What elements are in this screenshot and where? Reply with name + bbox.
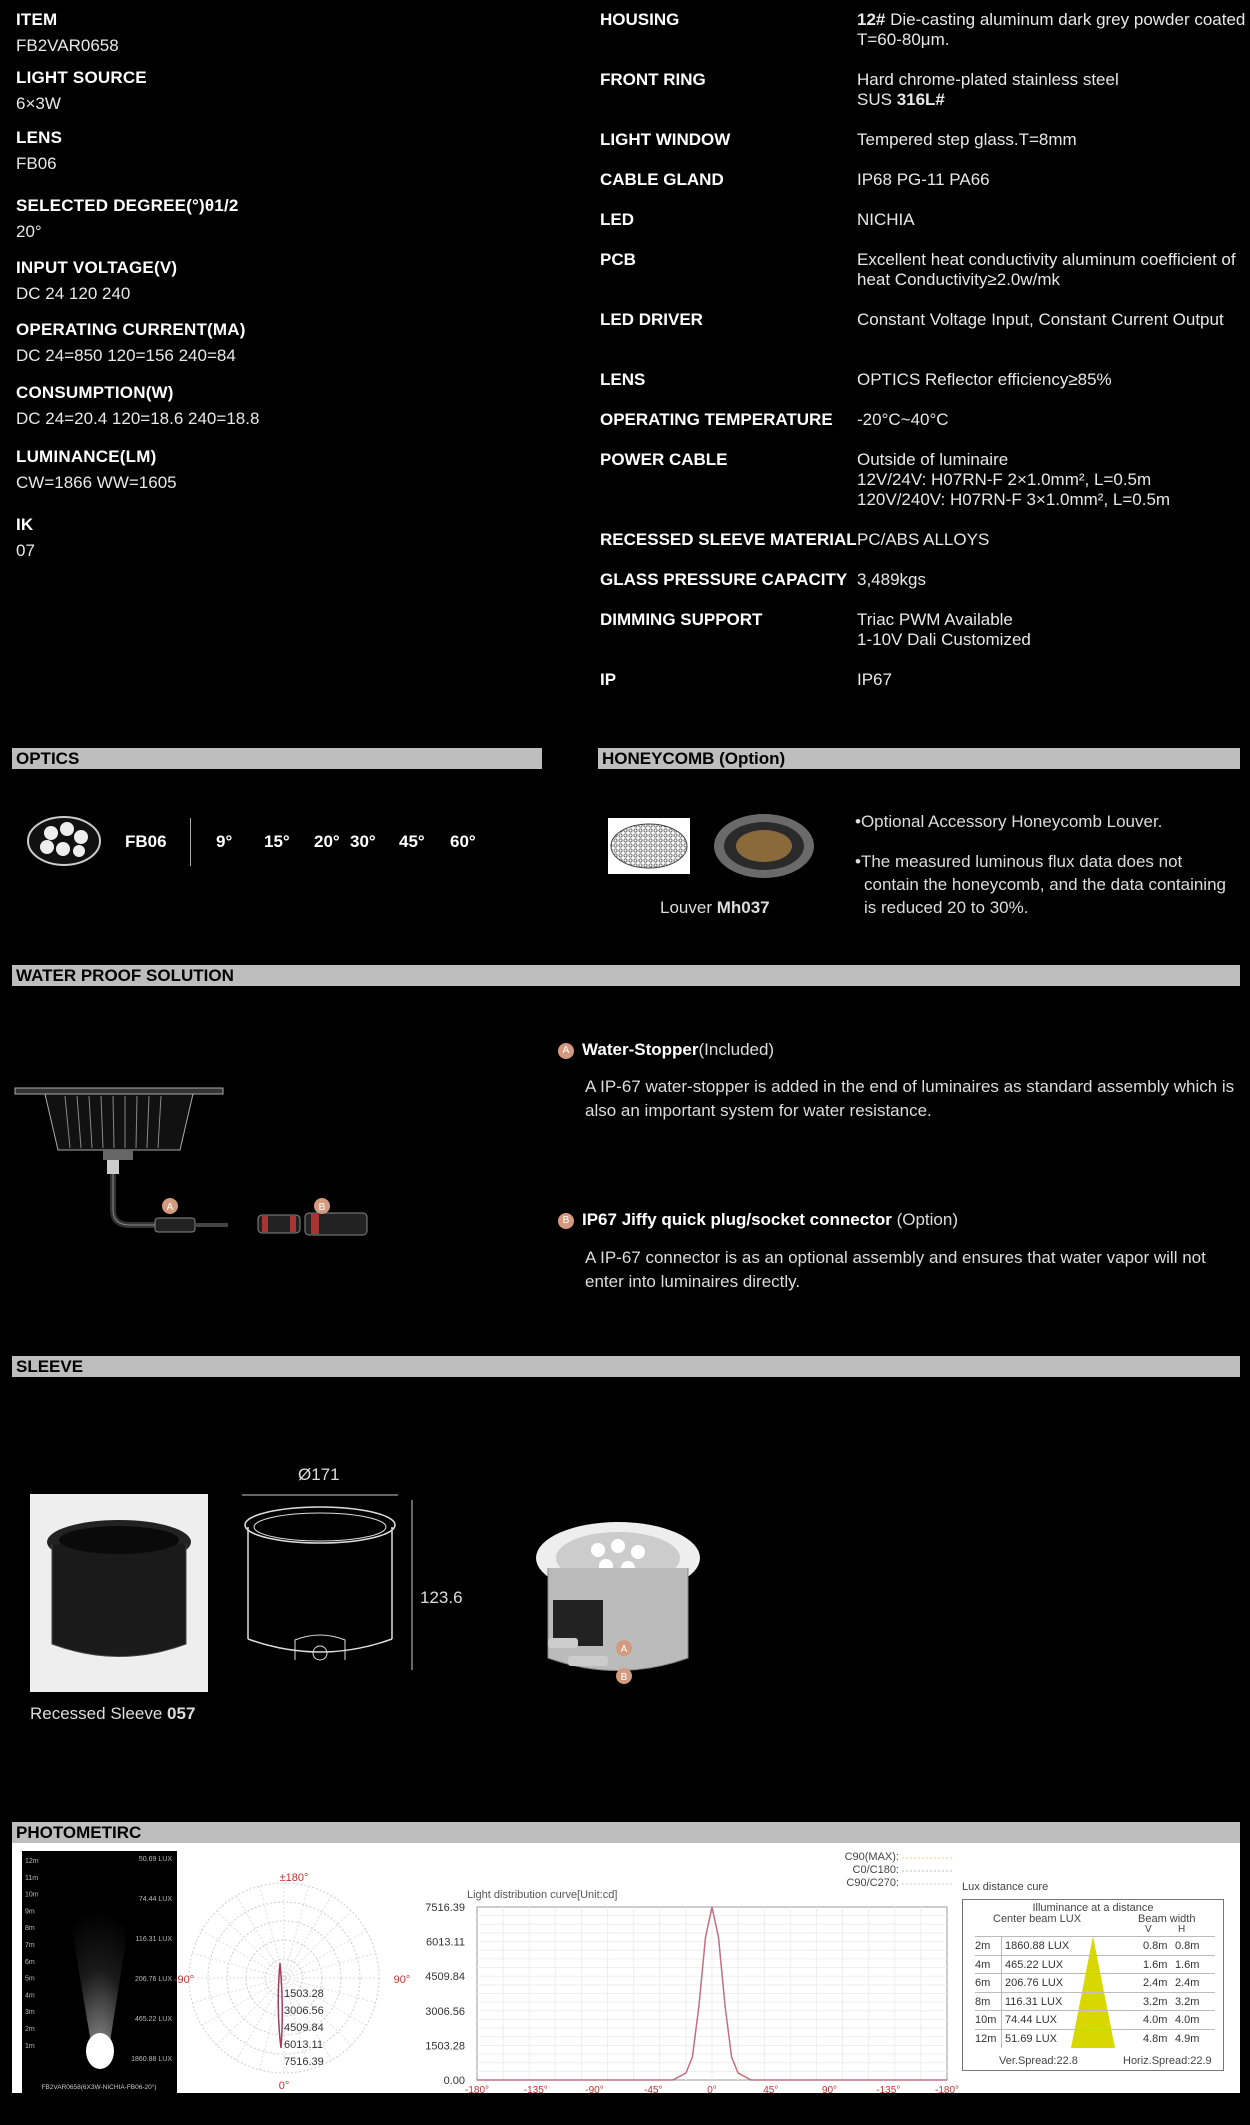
illum-cell-divider — [1001, 2030, 1002, 2048]
water-stopper-title — [558, 1040, 774, 1060]
polar-ring-label: 7516.39 — [284, 2056, 324, 2068]
chart-y-tick: 7516.39 — [425, 1902, 465, 1914]
chart-y-tick: 0.00 — [443, 2075, 465, 2087]
right-spec-key: HOUSING — [600, 10, 680, 29]
beam-distance-label: 5m — [25, 1975, 35, 1983]
left-spec-value: FB06 — [16, 154, 57, 173]
right-spec-value-bold: 316L# — [896, 90, 945, 109]
illum-distance: 4m — [975, 1958, 991, 1971]
ver-spread: Ver.Spread:22.8 — [999, 2055, 1078, 2067]
left-spec-key: INPUT VOLTAGE(V) — [16, 258, 178, 277]
beam-distance-label: 4m — [25, 1992, 35, 2000]
right-spec-value-line: NICHIA — [857, 210, 915, 229]
right-spec-value-bold: 12# — [857, 10, 886, 29]
lux-title: Lux distance cure — [962, 1881, 1049, 1893]
connector-title-text: IP67 Jiffy quick plug/socket connector — [582, 1210, 892, 1229]
chart-x-tick: -180° — [464, 2085, 490, 2096]
illum-lux: 74.44 LUX — [1005, 2014, 1057, 2026]
right-spec-value-line: 120V/240V: H07RN-F 3×1.0mm², L=0.5m — [857, 490, 1171, 509]
illum-h-label: H — [1178, 1924, 1186, 1935]
louver-prefix: Louver — [660, 898, 717, 917]
honeycomb-ring-image — [712, 812, 816, 880]
connector-text: A IP-67 connector is as an optional assembly and ensures that water vapor will not enter into luminaires directly. — [585, 1248, 1206, 1291]
sleeve-header: SLEEVE — [12, 1356, 1240, 1377]
right-spec-value — [857, 570, 1247, 590]
left-spec-key: ITEM — [16, 10, 58, 29]
illum-h: 3.2m — [1175, 1995, 1200, 2008]
legend-c0c180: C0/C180: — [852, 1864, 899, 1876]
beam-lux-label: 206.76 LUX — [135, 1976, 172, 1983]
chart-x-tick: -135° — [876, 2085, 901, 2096]
optics-angle: 15° — [264, 832, 290, 851]
optics-angle: 20° — [314, 832, 340, 851]
illum-h: 0.8m — [1175, 1940, 1200, 1952]
water-stopper-suffix: (Included) — [698, 1040, 775, 1059]
beam-lux-label: 50.69 LUX — [138, 1856, 172, 1863]
luminaire-badge-b: B — [620, 1672, 628, 1683]
left-spec-row — [16, 196, 543, 242]
right-spec-value-line: IP68 PG-11 PA66 — [857, 170, 990, 189]
waterproof-header: WATER PROOF SOLUTION — [12, 965, 1240, 986]
illum-h: 4.0m — [1175, 2014, 1200, 2026]
left-spec-value: 20° — [16, 222, 42, 241]
water-stopper-text: A IP-67 water-stopper is added in the end of luminaires as standard assembly which is also an important system for water resistance. — [585, 1077, 1235, 1120]
left-spec-value: FB2VAR0658 — [16, 36, 119, 55]
waterproof-diagram — [15, 1080, 520, 1255]
sleeve-caption — [30, 1704, 195, 1724]
polar-diagram — [162, 1843, 422, 2093]
optics-angle: 60° — [450, 832, 476, 851]
left-spec-row — [16, 515, 543, 561]
beam-distance-label: 6m — [25, 1958, 35, 1966]
chart-y-tick: 6013.11 — [426, 1936, 465, 1949]
louver-caption — [660, 898, 770, 918]
right-spec-value — [857, 210, 1247, 230]
left-spec-row — [16, 447, 543, 493]
light-distribution-chart — [392, 1883, 960, 2096]
illum-title: Illuminance at a distance — [1032, 1902, 1154, 1914]
illum-cell-divider — [1001, 2011, 1002, 2029]
badge-b: B — [558, 1213, 574, 1229]
right-spec-value — [857, 410, 1247, 430]
illum-lux: 206.76 LUX — [1005, 1977, 1064, 1989]
right-spec-key: FRONT RING — [600, 70, 706, 89]
chart-y-tick: 3006.56 — [425, 2005, 465, 2018]
right-spec-value-line — [857, 630, 1247, 650]
illuminance-table — [962, 1899, 1224, 2071]
beam-distance-label: 9m — [25, 1908, 35, 1916]
water-stopper-title-text: Water-Stopper — [582, 1040, 699, 1059]
illum-v: 1.6m — [1143, 1958, 1168, 1971]
illum-row — [975, 1936, 1215, 1955]
right-spec-value-line: Triac PWM Available — [857, 610, 1013, 629]
luminaire-badge-a: A — [620, 1644, 628, 1655]
beam-distance-label: 12m — [25, 1858, 39, 1865]
illum-v: 4.0m — [1143, 2014, 1168, 2026]
right-spec-value — [857, 610, 1247, 650]
left-spec-value: CW=1866 WW=1605 — [16, 473, 177, 492]
right-spec-key: GLASS PRESSURE CAPACITY — [600, 570, 848, 589]
polar-ring-label: 1503.28 — [284, 1988, 324, 2000]
left-spec-row — [16, 128, 543, 174]
illum-h: 1.6m — [1175, 1958, 1200, 1971]
left-spec-key: LENS — [16, 128, 63, 147]
right-spec-value-line: Outside of luminaire — [857, 450, 1009, 469]
right-spec-value-text: 12V/24V: H07RN-F 2×1.0mm², L=0.5m — [857, 470, 1152, 489]
illum-v: 3.2m — [1143, 1995, 1168, 2008]
right-spec-value-line: OPTICS Reflector efficiency≥85% — [857, 370, 1112, 389]
left-spec-key: IK — [16, 515, 34, 534]
illum-h: 2.4m — [1175, 1977, 1200, 1989]
illum-lux: 51.69 LUX — [1005, 2032, 1057, 2045]
polar-top-label: ±180° — [279, 1872, 309, 1884]
optics-angle-list — [216, 832, 490, 852]
left-spec-value: 07 — [16, 541, 35, 560]
illum-distance: 10m — [975, 2014, 997, 2026]
illum-lux: 116.31 LUX — [1005, 1995, 1063, 2008]
left-spec-key: SELECTED DEGREE(°)θ1/2 — [16, 196, 239, 215]
right-spec-value-line — [857, 470, 1247, 490]
beam-lux-label: 74.44 LUX — [138, 1896, 172, 1903]
lens-icon — [25, 815, 103, 867]
illum-row — [975, 2029, 1215, 2048]
polar-left-label: -90° — [173, 1974, 195, 1986]
right-spec-key: LED — [600, 210, 634, 229]
illum-v: 2.4m — [1143, 1977, 1168, 1989]
left-spec-value: DC 24=850 120=156 240=84 — [16, 346, 236, 365]
legend-c90c270: C90/C270: — [846, 1877, 899, 1889]
left-spec-key: OPERATING CURRENT(MA) — [16, 320, 246, 339]
honeycomb-louver-image — [608, 818, 690, 874]
sleeve-photo — [30, 1494, 208, 1692]
right-spec-key: LENS — [600, 370, 646, 389]
right-spec-value-text: SUS — [857, 90, 897, 109]
chart-x-tick: 90° — [821, 2085, 838, 2096]
right-spec-value-line: Excellent heat conductivity aluminum coefficient of heat Conductivity≥2.0w/mk — [857, 250, 1236, 289]
beam-distance-label: 8m — [25, 1925, 35, 1933]
right-spec-key: LED DRIVER — [600, 310, 703, 329]
left-spec-key: LIGHT SOURCE — [16, 68, 147, 87]
right-spec-value-line: PC/ABS ALLOYS — [857, 530, 990, 549]
left-spec-key: LUMINANCE(LM) — [16, 447, 157, 466]
polar-ring-label: 6013.11 — [284, 2039, 323, 2051]
optics-divider — [190, 818, 191, 866]
chart-x-tick: -180° — [934, 2085, 960, 2096]
diagram-badge-a: A — [166, 1202, 174, 1213]
left-spec-value: DC 24=20.4 120=18.6 240=18.8 — [16, 409, 260, 428]
chart-y-tick: 1503.28 — [425, 2040, 465, 2053]
right-spec-key: CABLE GLAND — [600, 170, 724, 189]
honeycomb-bullet-1: •Optional Accessory Honeycomb Louver. — [855, 812, 1163, 831]
left-spec-row — [16, 320, 543, 366]
left-spec-value: 6×3W — [16, 94, 61, 113]
illum-cell-divider — [1001, 1993, 1002, 2011]
illum-distance: 6m — [975, 1977, 991, 1989]
right-spec-value — [857, 530, 1247, 550]
right-spec-key: PCB — [600, 250, 636, 269]
chart-x-tick: 0° — [707, 2085, 717, 2096]
illum-h: 4.9m — [1175, 2032, 1200, 2045]
beam-distance-label: 3m — [25, 2009, 35, 2017]
polar-right-label: 90° — [393, 1974, 411, 1986]
chart-title: Light distribution curve[Unit:cd] — [467, 1889, 618, 1901]
illum-beam-label: Beam width — [1138, 1913, 1196, 1925]
right-spec-value — [857, 10, 1247, 50]
right-spec-key: RECESSED SLEEVE MATERIAL — [600, 530, 857, 549]
illum-row — [975, 1955, 1215, 1974]
beam-lux-label: 116.31 LUX — [135, 1936, 172, 1943]
sleeve-dimension-drawing — [240, 1455, 480, 1685]
beam-image-caption: FB2VAR0658(6X3W-NICHIA-FB06-20°) — [41, 2084, 157, 2091]
beam-distance-label: 1m — [25, 2042, 35, 2050]
illum-cell-divider — [1001, 1956, 1002, 1974]
right-spec-value-text: 1-10V Dali Customized — [857, 630, 1031, 649]
chart-x-tick: -135° — [523, 2085, 548, 2096]
right-spec-value-line: IP67 — [857, 670, 892, 689]
sleeve-diameter: Ø171 — [298, 1465, 340, 1484]
right-spec-key: OPERATING TEMPERATURE — [600, 410, 833, 429]
right-spec-value — [857, 670, 1247, 690]
illum-cell-divider — [1001, 1974, 1002, 1992]
right-spec-value-line: Constant Voltage Input, Constant Current Output — [857, 310, 1224, 329]
chart-x-tick: 45° — [763, 2085, 779, 2096]
illum-distance: 8m — [975, 1995, 991, 2008]
left-spec-row — [16, 10, 543, 56]
left-spec-row — [16, 258, 543, 304]
honeycomb-bullet-2: •The measured luminous flux data does not contain the honeycomb, and the data containing is reduced 20 to 30%. — [855, 852, 1226, 917]
photometric-header: PHOTOMETIRC — [12, 1822, 1240, 1843]
illum-v-label: V — [1145, 1924, 1152, 1935]
polar-ring-label: 4509.84 — [284, 2022, 324, 2034]
left-spec-row — [16, 383, 543, 429]
optics-angle: 30° — [350, 832, 376, 851]
beam-lux-label: 1860.88 LUX — [131, 2056, 172, 2063]
right-spec-value — [857, 170, 1247, 190]
beam-distance-label: 7m — [25, 1942, 35, 1949]
right-spec-value — [857, 310, 1247, 330]
sleeve-code: 057 — [167, 1704, 196, 1723]
illum-row — [975, 1992, 1215, 2011]
polar-bottom-label: 0° — [278, 2080, 290, 2092]
illum-row — [975, 2010, 1215, 2029]
illum-v: 0.8m — [1143, 1940, 1168, 1952]
right-spec-value — [857, 70, 1247, 110]
legend-c90max: C90(MAX): — [844, 1851, 899, 1863]
right-spec-value-line: -20°C~40°C — [857, 410, 949, 429]
sleeve-caption-prefix: Recessed Sleeve — [30, 1704, 168, 1723]
illum-center-label: Center beam LUX — [993, 1913, 1082, 1925]
illum-row — [975, 1973, 1215, 1992]
right-spec-value — [857, 450, 1247, 510]
right-spec-value — [857, 250, 1247, 290]
connector-suffix: (Option) — [891, 1210, 959, 1229]
left-spec-row — [16, 68, 543, 114]
photometric-panel — [12, 1843, 1240, 2096]
hor-spread: Horiz.Spread:22.9 — [1123, 2055, 1212, 2067]
connector-title — [558, 1210, 958, 1230]
illum-distance: 2m — [975, 1940, 991, 1952]
illum-lux: 1860.88 LUX — [1005, 1940, 1070, 1952]
optics-header: OPTICS — [12, 748, 542, 769]
right-spec-key: POWER CABLE — [600, 450, 728, 469]
right-spec-value — [857, 370, 1247, 390]
beam-distance-label: 11m — [25, 1874, 39, 1882]
illum-cell-divider — [1001, 1937, 1002, 1955]
chart-y-tick: 4509.84 — [425, 1971, 465, 1984]
chart-x-tick: -90° — [585, 2085, 604, 2096]
optics-angle: 9° — [216, 832, 233, 851]
right-spec-value-line: Hard chrome-plated stainless steel — [857, 70, 1119, 89]
optics-angle: 45° — [399, 832, 425, 851]
beam-distance-label: 10m — [25, 1891, 39, 1899]
optics-lens-label: FB06 — [125, 832, 167, 851]
right-spec-value — [857, 130, 1247, 150]
right-spec-value-text: Die-casting aluminum dark grey powder coated T=60-80μm. — [857, 10, 1246, 49]
right-spec-key: IP — [600, 670, 617, 689]
louver-code: Mh037 — [716, 898, 770, 917]
right-spec-value-line: Tempered step glass.T=8mm — [857, 130, 1077, 149]
polar-ring-label: 3006.56 — [284, 2005, 324, 2017]
right-spec-key: LIGHT WINDOW — [600, 130, 731, 149]
honeycomb-header: HONEYCOMB (Option) — [598, 748, 1240, 769]
left-spec-value: DC 24 120 240 — [16, 284, 131, 303]
illum-distance: 12m — [975, 2032, 997, 2045]
installed-luminaire-image — [528, 1508, 708, 1688]
chart-x-tick: -45° — [644, 2085, 663, 2096]
left-spec-key: CONSUMPTION(W) — [16, 383, 174, 402]
right-spec-value-line: 3,489kgs — [857, 570, 926, 589]
badge-a: A — [558, 1043, 574, 1059]
right-spec-key: DIMMING SUPPORT — [600, 610, 763, 629]
beam-spread-image — [22, 1851, 177, 2093]
diagram-badge-b: B — [318, 1202, 326, 1213]
sleeve-height: 123.6 — [420, 1588, 463, 1607]
illum-v: 4.8m — [1143, 2032, 1168, 2045]
beam-lux-label: 465.22 LUX — [135, 2016, 172, 2023]
beam-distance-label: 2m — [25, 2026, 35, 2033]
right-spec-value-line — [857, 90, 1247, 110]
illum-lux: 465.22 LUX — [1005, 1958, 1064, 1971]
